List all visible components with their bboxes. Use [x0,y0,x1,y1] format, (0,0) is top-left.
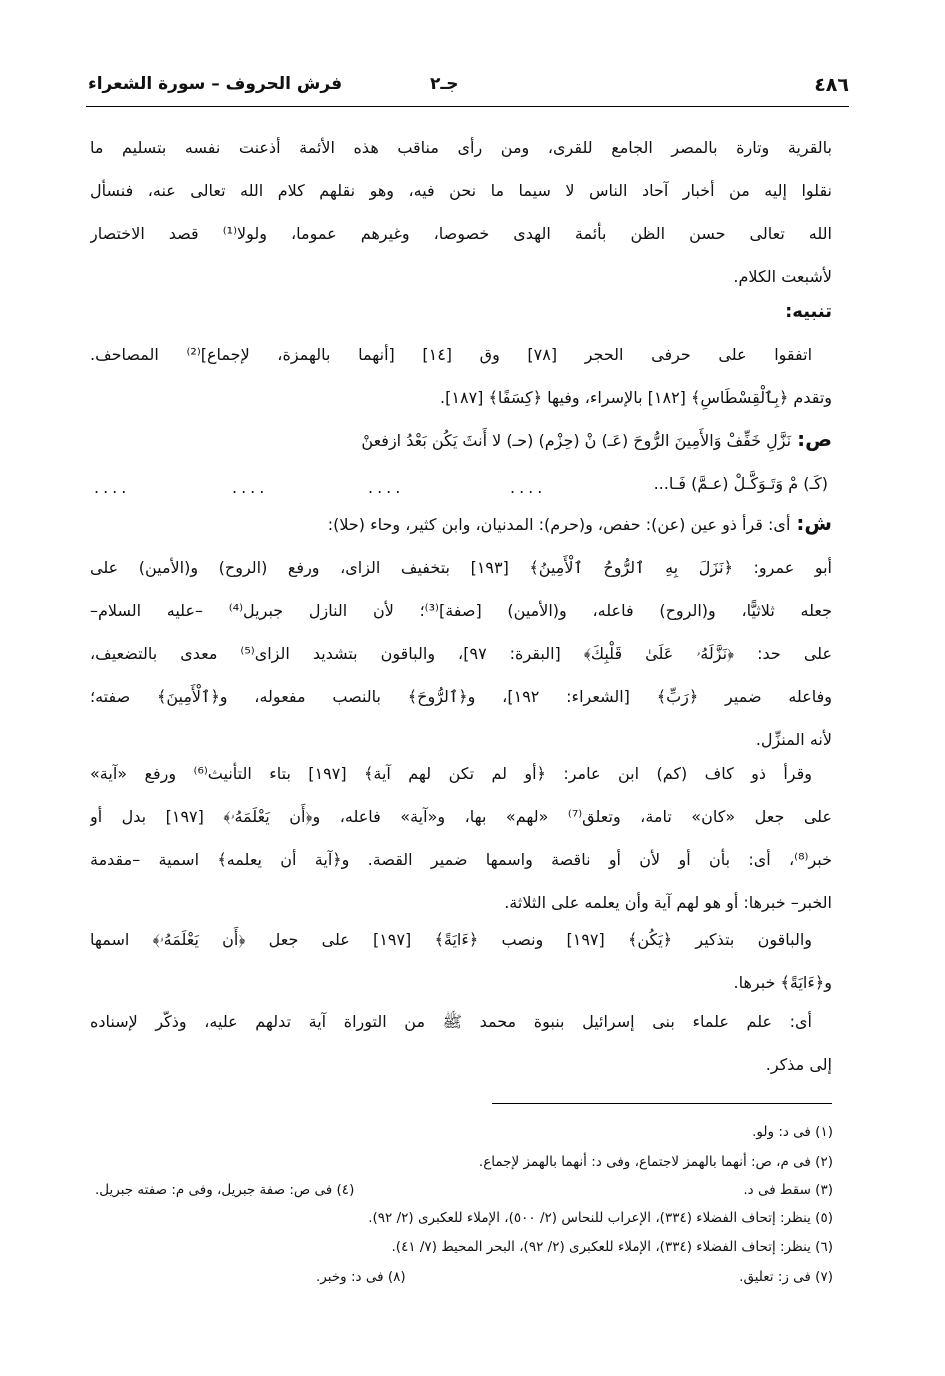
verse-dots: .... [94,478,131,497]
baqun-paragraph [90,918,832,1004]
footnote-7: (٧) فى ز: تعليق. [739,1269,833,1285]
text-line: اتفقوا على حرفى الحجر [٧٨] وق [١٤] [أنهما بالهمزة، لإجماع]⁽²⁾ المصاحف. [90,345,813,364]
verse-dots: .... [368,478,405,497]
text-line: أبو عمرو: ﴿نَزَلَ بِهِ ٱلرُّوحُ ٱلْأَمِينُ﴾ [١٩٣] بتخفيف الزاى، ورفع (الروح) و(الأمين) على [90,558,832,577]
footnote-rule [492,1103,832,1104]
paragraph-intro [90,126,832,298]
text-line: على جعل «كان» تامة، وتعلق⁽⁷⁾ «لهم» بها، و«آية» فاعله، و﴿أَن يَعْلَمَهُۥ﴾ [١٩٧] بدل أو [90,807,832,826]
text-line: أى: علم علماء بنى إسرائيل بنبوة محمد ﷺ من التوراة آية تدلهم عليه، وذكّر لإسناده [90,1012,812,1031]
ay-paragraph [90,1000,832,1086]
text-line: والباقون بتذكير ﴿يَكُن﴾ [١٩٧] ونصب ﴿ءَايَةً﴾ [١٩٧] على جعل ﴿أَن يَعْلَمَهُۥ﴾ اسمها [90,930,812,949]
text-line: وتقدم ﴿بِٱلْقِسْطَاسِ﴾ [١٨٢] بالإسراء، وفيها ﴿كِسَفًا﴾ [١٨٧]. [440,388,832,407]
footnote-2: (٢) فى م، ص: أنهما بالهمز لاجتماع، وفى د: أنهما بالهمز لإجماع. [478,1154,833,1170]
text-line: نقلوا إليه من أخبار آحاد الناس لا سيما ما نحن فيه، وهو نقلهم كلام الله تعالى عنه، فنسأل [90,181,832,200]
verse-section [90,418,832,505]
footnote-1: (١) فى د: ولو. [752,1124,833,1140]
verse-line-1: نَزَّلِ خَفِّفْ وَالأَمِينَ الرُّوحَ (عَـ) نْ (حِزْم) (حـ) لا أَنثَ يَكُن بَعْدُ ازفعنْ [361,431,792,450]
text-line: الله تعالى حسن الظن بأئمة الهدى خصوصا، وغيرهم عموما، ولولا⁽¹⁾ قصد الاختصار [90,224,832,243]
header-rule [86,106,849,107]
text-line: لأنه المنزِّل. [755,730,832,749]
page-number: ٤٨٦ [814,74,849,96]
footnote-5: (٥) ينظر: إتحاف الفضلاء (٣٣٤)، الإعراب للنحاس (٢/ ٥٠٠)، الإملاء للعكبرى (٢/ ٩٢). [368,1210,833,1226]
tanbih-section [90,290,832,419]
footnote-6: (٦) ينظر: إتحاف الفضلاء (٣٣٤)، الإملاء للعكبرى (٢/ ٩٢)، البحر المحيط (٧/ ٤١). [391,1239,833,1255]
text-line: لأشبعت الكلام. [733,267,832,286]
verse-dots: .... [510,478,547,497]
sharh-section [90,502,832,761]
text-line: إلى مذكر. [765,1055,832,1074]
tanbih-heading: تنبيه: [785,301,832,322]
text-line: على حد: ﴿نَزَّلَهُۥ عَلَىٰ قَلْبِكَ﴾ [البقرة: ٩٧]، والباقون بتشديد الزاى⁽⁵⁾ معدى بالتضعيف، [90,644,832,663]
qiraa-paragraph [90,752,832,924]
verse-dots: .... [232,478,269,497]
text-line: جعله ثلاثيًّا، و(الروح) فاعله، و(الأمين) [صفة]⁽³⁾؛ لأن النازل جبريل⁽⁴⁾ –عليه السلام– [90,601,832,620]
text-line: بالقرية وتارة بالمصر الجامع للقرى، ومن رأى مناقب هذه الأئمة أذعنت نفسه بتسليم ما [90,138,832,157]
volume-label: جـ٢ [430,74,459,94]
running-title: فرش الحروف – سورة الشعراء [88,74,343,94]
text-line: خبر⁽⁸⁾، أى: بأن أو لأن أو ناقصة واسمها ضمير القصة. و﴿آية أن يعلمه﴾ اسمية –مقدمة [90,850,832,869]
footnote-4: (٤) فى ص: صفة جبريل، وفى م: صفته جبريل. [95,1182,355,1198]
text-line: أى: قرأ ذو عين (عن): حفص، و(حرم): المدنيان، وابن كثير، وحاء (حلا): [327,515,791,534]
verse-line-2: (كَـ) مْ وَتَـوَكَّـلْ (عـمَّ) فَـا... [653,474,828,493]
text-line: و﴿ءَايَةً﴾ خبرها. [733,973,832,992]
footnote-8: (٨) فى د: وخبر. [316,1269,406,1285]
sad-label: ص: [797,427,832,451]
text-line: وقرأ ذو كاف (كم) ابن عامر: ﴿أو لم تكن لهم آية﴾ [١٩٧] بتاء التأنيث⁽⁶⁾ ورفع «آية» [90,764,813,783]
footnote-3: (٣) سقط فى د. [743,1182,833,1198]
sharh-label: ش: [796,511,832,535]
text-line: الخبر– خبرها: أو هو لهم آية وأن يعلمه على الثلاثة. [504,893,832,912]
text-line: وفاعله ضمير ﴿رَبِّ﴾ [الشعراء: ١٩٢]، و﴿ٱلرُّوحَ﴾ بالنصب مفعوله، و﴿ٱلْأَمِينَ﴾ صفته؛ [90,687,832,706]
